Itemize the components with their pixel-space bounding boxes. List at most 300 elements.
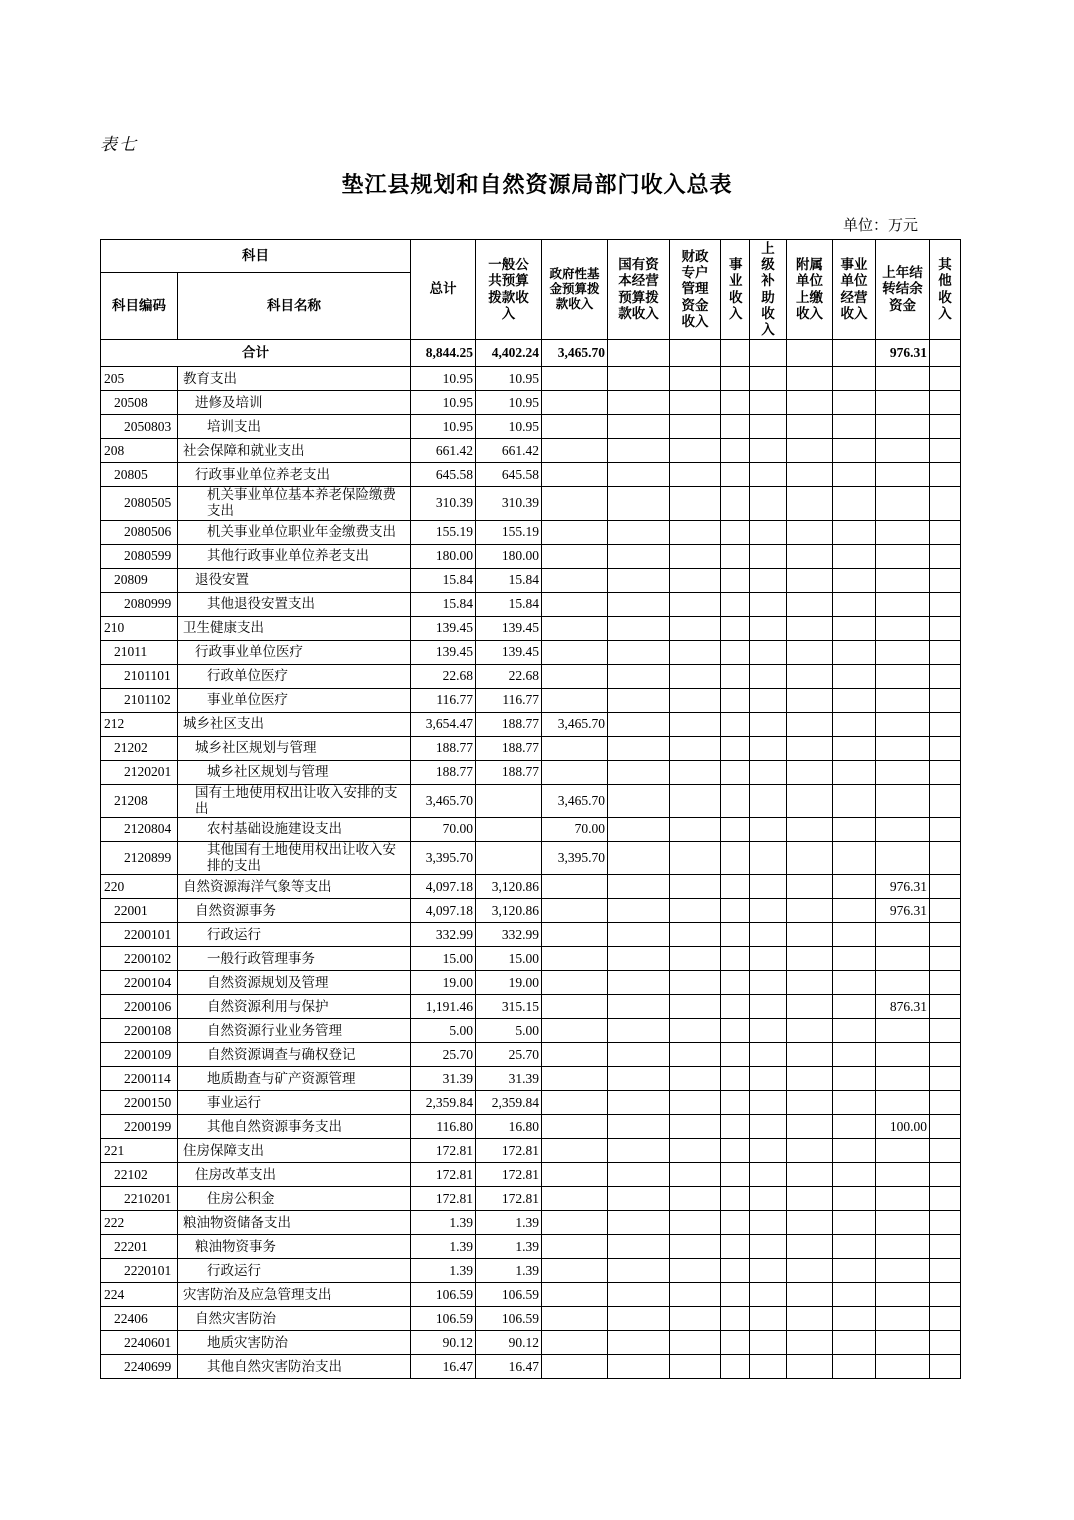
value-cell: [787, 1019, 833, 1043]
value-cell: 22.68: [476, 664, 542, 688]
value-cell: [876, 1211, 930, 1235]
value-cell: [670, 391, 721, 415]
table-row: [101, 875, 961, 899]
value-cell: [721, 1211, 750, 1235]
value-cell: [930, 899, 961, 923]
value-cell: [542, 1259, 608, 1283]
value-cell: [876, 947, 930, 971]
value-cell: [670, 1283, 721, 1307]
value-cell: [833, 664, 876, 688]
value-cell: [670, 415, 721, 439]
value-cell: [750, 487, 787, 520]
value-cell: 15.84: [476, 568, 542, 592]
value-cell: [876, 817, 930, 841]
value-cell: [608, 1163, 670, 1187]
value-cell: [750, 1331, 787, 1355]
subject-name-cell: 自然资源行业业务管理: [178, 1019, 411, 1043]
value-cell: 139.45: [476, 640, 542, 664]
value-cell: [750, 1355, 787, 1379]
value-cell: 116.80: [411, 1115, 476, 1139]
subject-code-cell: 2120804: [101, 817, 178, 841]
value-cell: [608, 664, 670, 688]
value-cell: 315.15: [476, 995, 542, 1019]
value-cell: [876, 1043, 930, 1067]
subject-name-cell: 住房公积金: [178, 1187, 411, 1211]
value-cell: [876, 592, 930, 616]
subject-name-cell: 进修及培训: [178, 391, 411, 415]
value-cell: 1.39: [411, 1235, 476, 1259]
value-cell: [721, 616, 750, 640]
subject-code-cell: 2120899: [101, 841, 178, 874]
value-cell: 16.47: [411, 1355, 476, 1379]
value-cell: [721, 971, 750, 995]
table-row: [101, 784, 961, 817]
subject-name-cell: 灾害防治及应急管理支出: [178, 1283, 411, 1307]
value-cell: [542, 1307, 608, 1331]
page-title: 垫江县规划和自然资源局部门收入总表: [341, 172, 733, 197]
value-cell: 172.81: [411, 1163, 476, 1187]
value-cell: [476, 784, 542, 817]
value-cell: [670, 1187, 721, 1211]
value-cell: [833, 1355, 876, 1379]
value-cell: [542, 1163, 608, 1187]
value-cell: 10.95: [411, 415, 476, 439]
value-cell: 16.47: [476, 1355, 542, 1379]
table-row: [101, 1211, 961, 1235]
value-cell: [876, 760, 930, 784]
value-cell: [721, 391, 750, 415]
header-row-1: [101, 240, 961, 273]
value-cell: [833, 616, 876, 640]
subject-code-cell: 20809: [101, 568, 178, 592]
value-cell: [608, 995, 670, 1019]
total-row-label: 合计: [101, 340, 411, 367]
subject-code-cell: 22001: [101, 899, 178, 923]
table-row: [101, 1067, 961, 1091]
subject-code-cell: 2210201: [101, 1187, 178, 1211]
value-cell: [608, 736, 670, 760]
subject-code-cell: 2220101: [101, 1259, 178, 1283]
value-cell: [876, 463, 930, 487]
value-cell: 90.12: [411, 1331, 476, 1355]
value-cell: [670, 841, 721, 874]
value-cell: [750, 1187, 787, 1211]
subject-code-cell: 210: [101, 616, 178, 640]
subject-name-cell: 地质灾害防治: [178, 1331, 411, 1355]
value-cell: [750, 1139, 787, 1163]
value-cell: [750, 544, 787, 568]
table-row: [101, 1283, 961, 1307]
value-cell: 1,191.46: [411, 995, 476, 1019]
subject-name-cell: 自然资源利用与保护: [178, 995, 411, 1019]
subject-name-cell: 事业运行: [178, 1091, 411, 1115]
value-cell: [787, 995, 833, 1019]
value-cell: [930, 616, 961, 640]
value-cell: 155.19: [411, 520, 476, 544]
subject-name-cell: 行政运行: [178, 923, 411, 947]
value-cell: [833, 1163, 876, 1187]
value-cell: [833, 899, 876, 923]
value-cell: [930, 544, 961, 568]
subject-code-cell: 2200199: [101, 1115, 178, 1139]
value-cell: [670, 817, 721, 841]
value-cell: [721, 463, 750, 487]
value-cell: [876, 688, 930, 712]
subject-code-cell: 22406: [101, 1307, 178, 1331]
value-cell: [670, 1115, 721, 1139]
value-cell: [833, 1283, 876, 1307]
value-cell: 188.77: [476, 712, 542, 736]
subject-code-cell: 22102: [101, 1163, 178, 1187]
subject-code-cell: 2200150: [101, 1091, 178, 1115]
value-cell: [721, 1283, 750, 1307]
value-cell: [833, 1139, 876, 1163]
value-cell: [721, 760, 750, 784]
value-cell: [787, 1307, 833, 1331]
value-cell: [608, 1283, 670, 1307]
value-cell: [670, 1235, 721, 1259]
value-cell: [670, 1259, 721, 1283]
value-cell: [670, 544, 721, 568]
table-row: [101, 947, 961, 971]
value-cell: [787, 736, 833, 760]
value-cell: [670, 568, 721, 592]
value-cell: [608, 712, 670, 736]
value-cell: [721, 415, 750, 439]
value-cell: [876, 487, 930, 520]
subject-name-cell: 地质勘查与矿产资源管理: [178, 1067, 411, 1091]
subject-code-cell: 2240601: [101, 1331, 178, 1355]
value-cell: [750, 1115, 787, 1139]
value-cell: [542, 1043, 608, 1067]
value-cell: [721, 1163, 750, 1187]
value-cell: [787, 1163, 833, 1187]
subject-name-cell: 机关事业单位基本养老保险缴费支出: [178, 487, 411, 520]
value-cell: [930, 640, 961, 664]
subject-code-cell: 2050803: [101, 415, 178, 439]
table-row: [101, 1019, 961, 1043]
subject-name-cell: 农村基础设施建设支出: [178, 817, 411, 841]
value-cell: [608, 947, 670, 971]
value-cell: [721, 736, 750, 760]
value-cell: [876, 664, 930, 688]
value-cell: [608, 1259, 670, 1283]
value-cell: [670, 1139, 721, 1163]
value-cell: [608, 1067, 670, 1091]
value-cell: [670, 1043, 721, 1067]
value-cell: [930, 463, 961, 487]
income-summary-table: [100, 239, 961, 1379]
subject-code-cell: 21208: [101, 784, 178, 817]
value-cell: [930, 1355, 961, 1379]
value-cell: [721, 544, 750, 568]
value-cell: 188.77: [411, 736, 476, 760]
value-cell: [787, 817, 833, 841]
value-cell: 155.19: [476, 520, 542, 544]
subject-name-cell: 行政事业单位医疗: [178, 640, 411, 664]
value-cell: [833, 1115, 876, 1139]
table-number-label: 表七: [100, 135, 138, 154]
value-cell: [750, 1307, 787, 1331]
value-cell: [670, 616, 721, 640]
value-cell: [750, 520, 787, 544]
value-cell: [750, 463, 787, 487]
table-row: [101, 995, 961, 1019]
table-row: [101, 1355, 961, 1379]
value-cell: [608, 544, 670, 568]
table-row: [101, 712, 961, 736]
subject-code-cell: 22201: [101, 1235, 178, 1259]
total-row: [101, 340, 961, 367]
value-cell: [930, 367, 961, 391]
value-cell: [876, 971, 930, 995]
value-cell: 106.59: [476, 1307, 542, 1331]
value-cell: [670, 1163, 721, 1187]
subject-name-cell: 住房保障支出: [178, 1139, 411, 1163]
value-cell: [721, 923, 750, 947]
value-cell: 25.70: [476, 1043, 542, 1067]
header-col-state-capital: 国有资本经营预算拨款收入: [608, 240, 670, 340]
value-cell: [542, 1019, 608, 1043]
value-cell: [542, 592, 608, 616]
value-cell: [670, 712, 721, 736]
value-cell: [930, 1259, 961, 1283]
value-cell: [930, 391, 961, 415]
value-cell: [876, 439, 930, 463]
value-cell: [930, 1283, 961, 1307]
value-cell: [787, 760, 833, 784]
value-cell: [608, 640, 670, 664]
subject-code-cell: 2200106: [101, 995, 178, 1019]
value-cell: [876, 1307, 930, 1331]
value-cell: [608, 415, 670, 439]
subject-code-cell: 2101102: [101, 688, 178, 712]
subject-code-cell: 2120201: [101, 760, 178, 784]
value-cell: [833, 367, 876, 391]
value-cell: [787, 688, 833, 712]
value-cell: [930, 664, 961, 688]
subject-code-cell: 2200108: [101, 1019, 178, 1043]
value-cell: 3,120.86: [476, 875, 542, 899]
value-cell: [833, 995, 876, 1019]
value-cell: [930, 875, 961, 899]
subject-name-cell: 一般行政管理事务: [178, 947, 411, 971]
table-row: [101, 1115, 961, 1139]
subject-name-cell: 教育支出: [178, 367, 411, 391]
value-cell: [721, 1115, 750, 1139]
value-cell: [876, 1019, 930, 1043]
value-cell: [930, 995, 961, 1019]
value-cell: [670, 1211, 721, 1235]
value-cell: 3,395.70: [542, 841, 608, 874]
value-cell: [608, 568, 670, 592]
value-cell: [721, 1043, 750, 1067]
value-cell: [750, 1235, 787, 1259]
subject-name-cell: 国有土地使用权出让收入安排的支出: [178, 784, 411, 817]
subject-name-cell: 社会保障和就业支出: [178, 439, 411, 463]
value-cell: 172.81: [411, 1139, 476, 1163]
value-cell: 25.70: [411, 1043, 476, 1067]
subject-code-cell: 205: [101, 367, 178, 391]
value-cell: [876, 415, 930, 439]
value-cell: 15.00: [411, 947, 476, 971]
value-cell: [750, 1091, 787, 1115]
value-cell: [787, 592, 833, 616]
value-cell: 100.00: [876, 1115, 930, 1139]
value-cell: 1.39: [476, 1211, 542, 1235]
subject-name-cell: 其他退役安置支出: [178, 592, 411, 616]
value-cell: 172.81: [476, 1187, 542, 1211]
value-cell: [750, 971, 787, 995]
subject-code-cell: 2200109: [101, 1043, 178, 1067]
value-cell: [833, 592, 876, 616]
value-cell: 1.39: [411, 1259, 476, 1283]
value-cell: 4,097.18: [411, 899, 476, 923]
value-cell: 180.00: [476, 544, 542, 568]
value-cell: [608, 592, 670, 616]
value-cell: 1.39: [476, 1235, 542, 1259]
value-cell: [721, 1139, 750, 1163]
value-cell: [876, 568, 930, 592]
value-cell: [542, 439, 608, 463]
value-cell: 19.00: [411, 971, 476, 995]
value-cell: [833, 640, 876, 664]
subject-name-cell: 事业单位医疗: [178, 688, 411, 712]
value-cell: [930, 1139, 961, 1163]
total-value-cell: 976.31: [876, 340, 930, 367]
value-cell: [750, 995, 787, 1019]
value-cell: [833, 688, 876, 712]
value-cell: [750, 367, 787, 391]
value-cell: [930, 971, 961, 995]
value-cell: [670, 784, 721, 817]
value-cell: [721, 367, 750, 391]
table-row: [101, 760, 961, 784]
value-cell: [670, 367, 721, 391]
value-cell: 139.45: [411, 616, 476, 640]
value-cell: 310.39: [411, 487, 476, 520]
subject-name-cell: 其他行政事业单位养老支出: [178, 544, 411, 568]
value-cell: [670, 520, 721, 544]
subject-name-cell: 机关事业单位职业年金缴费支出: [178, 520, 411, 544]
value-cell: [670, 875, 721, 899]
value-cell: [787, 640, 833, 664]
value-cell: [787, 784, 833, 817]
value-cell: 876.31: [876, 995, 930, 1019]
value-cell: [542, 947, 608, 971]
value-cell: [721, 899, 750, 923]
value-cell: [833, 487, 876, 520]
value-cell: [833, 1067, 876, 1091]
value-cell: [721, 688, 750, 712]
value-cell: 3,465.70: [542, 712, 608, 736]
value-cell: [876, 1091, 930, 1115]
value-cell: [876, 923, 930, 947]
value-cell: [787, 875, 833, 899]
value-cell: [787, 947, 833, 971]
table-row: [101, 736, 961, 760]
value-cell: [721, 1259, 750, 1283]
subject-code-cell: 2080505: [101, 487, 178, 520]
value-cell: [608, 1043, 670, 1067]
value-cell: [930, 1307, 961, 1331]
value-cell: [542, 875, 608, 899]
value-cell: [476, 841, 542, 874]
value-cell: [608, 1331, 670, 1355]
subject-name-cell: 退役安置: [178, 568, 411, 592]
value-cell: [721, 1067, 750, 1091]
value-cell: [542, 1331, 608, 1355]
table-row: [101, 520, 961, 544]
value-cell: [876, 1259, 930, 1283]
value-cell: [876, 1067, 930, 1091]
value-cell: [608, 760, 670, 784]
value-cell: [876, 712, 930, 736]
subject-code-cell: 2080599: [101, 544, 178, 568]
table-row: [101, 1187, 961, 1211]
table-row: [101, 841, 961, 874]
value-cell: 172.81: [411, 1187, 476, 1211]
value-cell: [930, 760, 961, 784]
value-cell: [721, 568, 750, 592]
header-col-gov-fund: 政府性基金预算拨款收入: [542, 240, 608, 340]
value-cell: [542, 415, 608, 439]
value-cell: [670, 923, 721, 947]
subject-code-cell: 2080506: [101, 520, 178, 544]
value-cell: 31.39: [476, 1067, 542, 1091]
value-cell: [608, 899, 670, 923]
value-cell: [608, 971, 670, 995]
value-cell: 645.58: [476, 463, 542, 487]
value-cell: [787, 487, 833, 520]
value-cell: [542, 1187, 608, 1211]
value-cell: [876, 1187, 930, 1211]
subject-name-cell: 住房改革支出: [178, 1163, 411, 1187]
value-cell: [750, 817, 787, 841]
value-cell: [721, 712, 750, 736]
value-cell: [750, 640, 787, 664]
value-cell: [787, 664, 833, 688]
value-cell: 31.39: [411, 1067, 476, 1091]
value-cell: [750, 712, 787, 736]
value-cell: [787, 1283, 833, 1307]
value-cell: [787, 1211, 833, 1235]
subject-code-cell: 2200101: [101, 923, 178, 947]
value-cell: [787, 1187, 833, 1211]
value-cell: [750, 923, 787, 947]
value-cell: [930, 1163, 961, 1187]
subject-code-cell: 20805: [101, 463, 178, 487]
value-cell: [930, 817, 961, 841]
value-cell: 116.77: [411, 688, 476, 712]
value-cell: [930, 592, 961, 616]
value-cell: [542, 1091, 608, 1115]
subject-code-cell: 224: [101, 1283, 178, 1307]
table-row: [101, 1331, 961, 1355]
value-cell: 106.59: [411, 1307, 476, 1331]
value-cell: 172.81: [476, 1163, 542, 1187]
value-cell: [787, 1235, 833, 1259]
value-cell: [787, 899, 833, 923]
value-cell: [750, 1211, 787, 1235]
value-cell: [608, 1115, 670, 1139]
header-subject-group: 科目: [101, 240, 411, 273]
subject-name-cell: 城乡社区规划与管理: [178, 760, 411, 784]
table-row: [101, 923, 961, 947]
value-cell: [930, 1067, 961, 1091]
value-cell: [608, 841, 670, 874]
table-row: [101, 439, 961, 463]
